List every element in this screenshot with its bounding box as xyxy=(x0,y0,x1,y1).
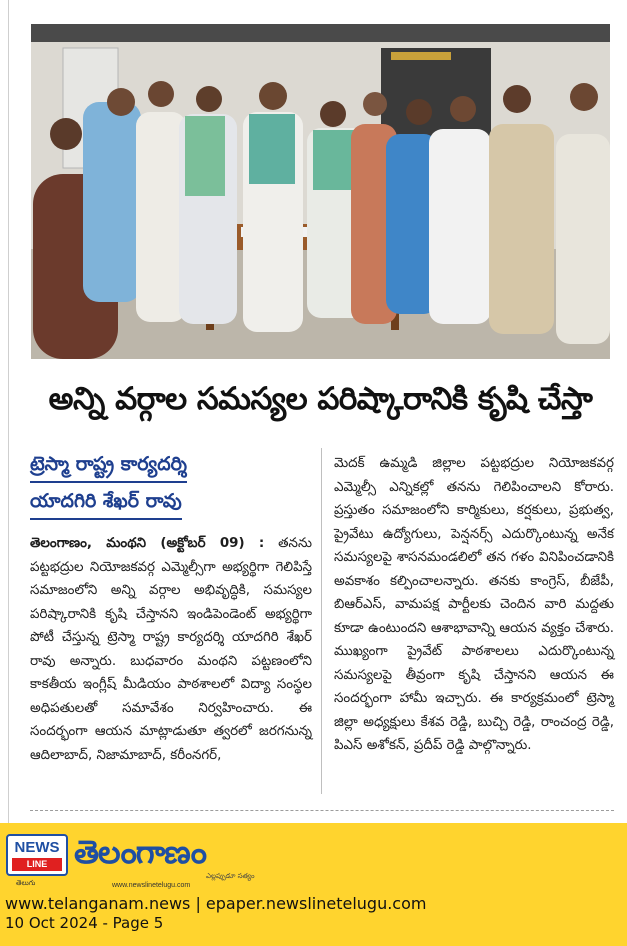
logo-news-text: NEWS xyxy=(14,839,60,856)
article-column-left xyxy=(30,448,312,767)
article-text-left: తనను పట్టభద్రుల నియోజకవర్గ ఎమ్మెల్సీగా అభ్యర్థిగా గెలిపిస్తే సమాజంలోని అన్ని వర్గాల అభివృద్ధికి, సమస్యల పరిష్కారానికి కృషి చేస్తానని ఇండిపెండెంట్ అభ్యర్థిగా పోటీ చేస్తున్న ట్రెస్మా రాష్ట్ర కార్యదర్శి యాదగిరి శేఖర్ రావు అన్నారు. బుధవారం మంథని పట్టణంలోని కాకతీయ ఇంగ్లీష్ మీడియం పాఠశాలలో విద్యా సంస్థల అధిపతులతో సమావేశం నిర్వహించారు. ఈ సందర్భంగా ఆయన మాట్లాడుతూ త్వరలో జరగనున్న ఆదిలాబాద్, నిజామాబాద్, కరీంనగర్, xyxy=(30,536,312,763)
page-left-border xyxy=(8,0,9,823)
article-body-right: మెదక్ ఉమ్మడి జిల్లాల పట్టభద్రుల నియోజకవర్గ ఎమ్మెల్సీ ఎన్నికల్లో తనను గెలిపించాలని కోరారు. ప్రస్తుతం సమాజంలోని కార్మికులు, కర్షకులు, ప్రభుత్వ, ప్రైవేటు ఉద్యోగులు, పెన్షనర్స్ ఎదుర్కొంటున్న అనేక సమస్యలపై శాసనమండలిలో తన గళం వినిపించడానికి అవకాశం కల్పించాలన్నారు. తనకు కాంగ్రెస్, బీజేపీ, బిఆర్ఎస్, వామపక్ష పార్టీలకు చెందిన వారి మద్దతు కూడా ఉంటుందని ఆశాభావాన్ని ఆయన వ్యక్తం చేశారు. ముఖ్యంగా ప్రైవేట్ పాఠశాలలు ఎదుర్కొంటున్న సమస్యలపై తీవ్రంగా కృషి చేస్తానని ఆయన ఈ సందర్భంగా హామీ ఇచ్చారు. ఈ కార్యక్రమంలో ట్రెస్మా జిల్లా అధ్యక్షులు కేశవ రెడ్డి, బుచ్చి రెడ్డి, రాంచంద్ర రెడ్డి, పిఎస్ అశోకన్, ప్రదీప్ రెడ్డి పాల్గొన్నారు. xyxy=(334,456,614,753)
article-column-right xyxy=(334,452,614,758)
logo-line-text: LINE xyxy=(12,858,62,871)
article-bottom-rule xyxy=(30,810,614,811)
newsline-logo xyxy=(6,834,68,876)
epaper-footer xyxy=(0,823,627,946)
footer-links: www.telanganam.news | epaper.newslinetelugu.com xyxy=(5,894,427,913)
group-photo-illustration xyxy=(31,24,610,359)
logo-subtitle: తెలుగు xyxy=(16,879,36,887)
subheadline-line-1: ట్రెస్మా రాష్ట్ర కార్యదర్శి xyxy=(30,448,187,483)
column-divider xyxy=(321,448,322,794)
article-headline: అన్ని వర్గాల సమస్యల పరిష్కారానికి కృషి చేస్తా xyxy=(48,381,593,417)
brand-url: www.newslinetelugu.com xyxy=(112,882,191,889)
brand-tagline: ఎల్లప్పుడూ సత్యం xyxy=(206,872,255,880)
subheadline-line-2: యాదగిరి శేఖర్ రావు xyxy=(30,485,182,520)
news-photo xyxy=(31,24,610,359)
footer-date-page: 10 Oct 2024 - Page 5 xyxy=(5,914,164,932)
article-body-left xyxy=(30,532,312,767)
brand-title: తెలంగాణం xyxy=(74,833,206,871)
article-subheadline xyxy=(30,448,312,483)
article-dateline: తెలంగాణం, మంథని (అక్టోబర్ 09) : xyxy=(30,536,265,551)
article-subheadline-2 xyxy=(30,485,312,520)
